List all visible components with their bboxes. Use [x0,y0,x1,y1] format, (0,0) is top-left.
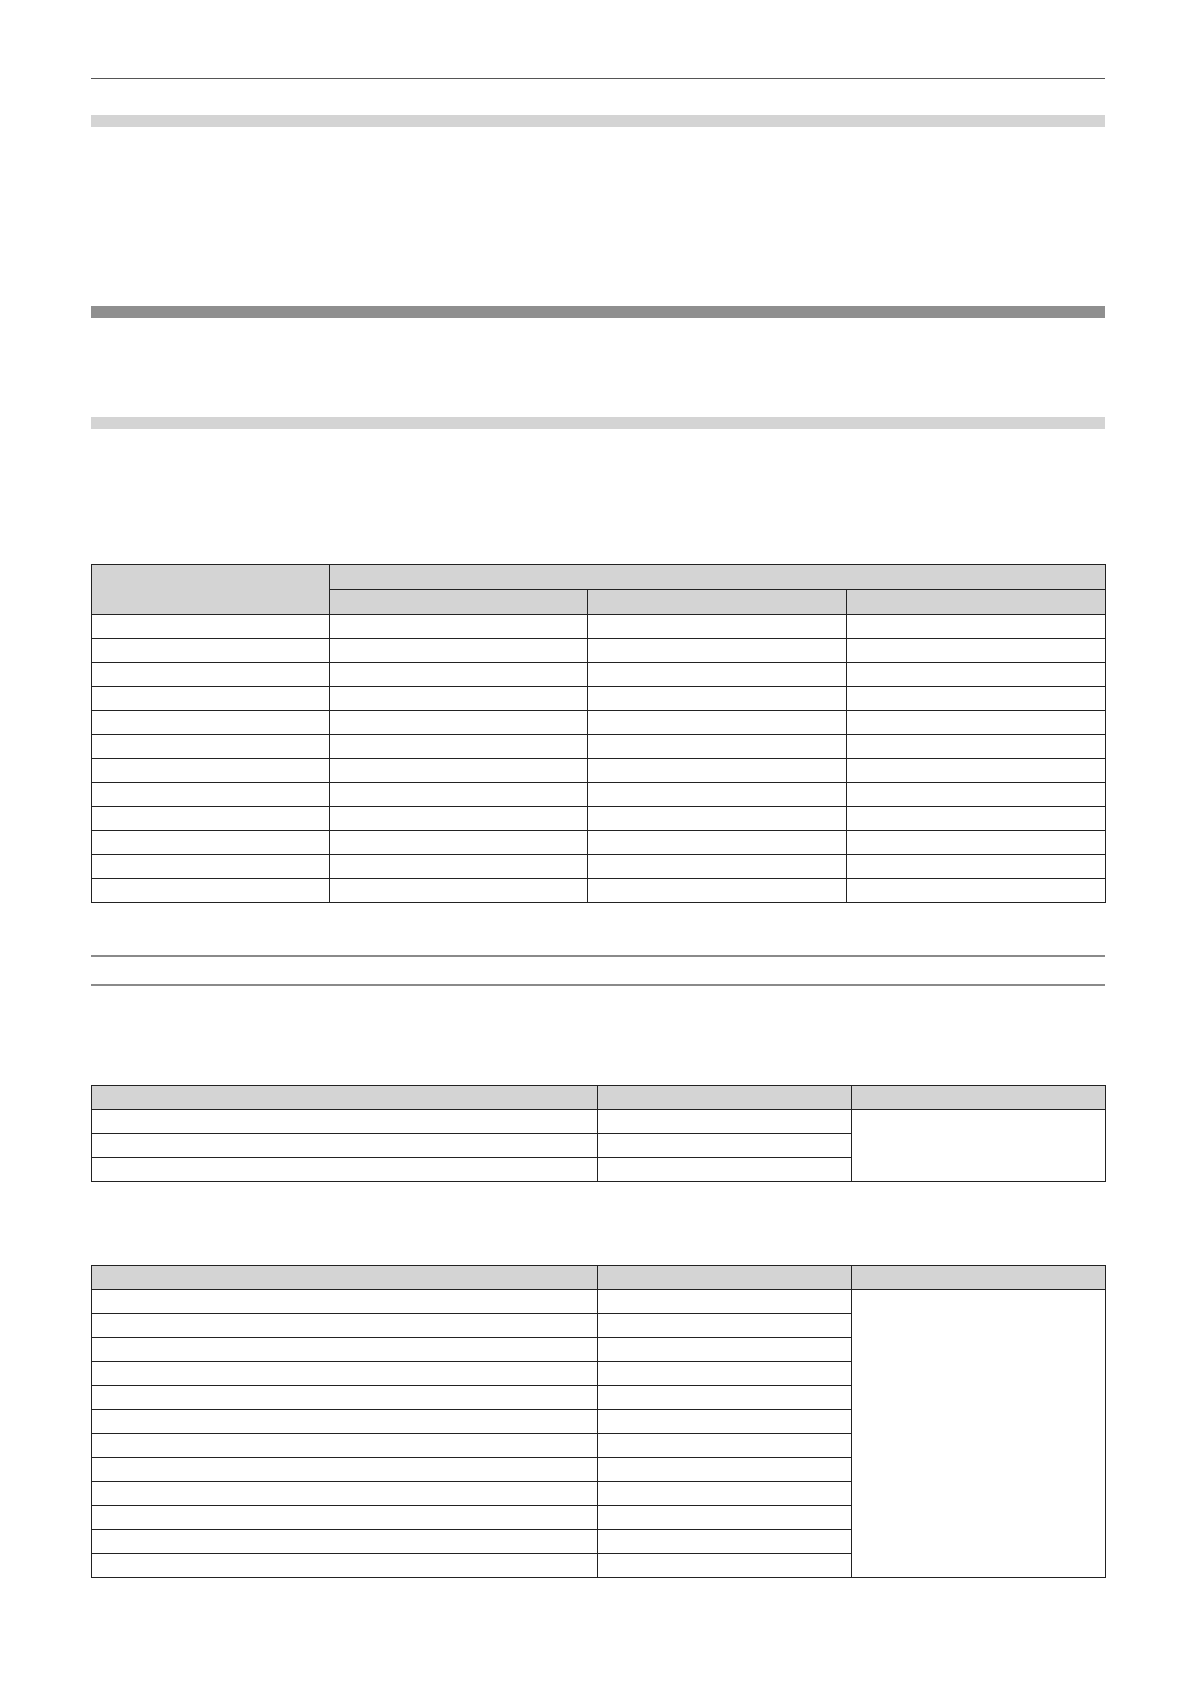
table-cell [330,711,588,735]
table-row [92,735,1106,759]
table-cell [92,1530,598,1554]
table1-row-header [92,565,330,615]
table-cell [588,783,847,807]
table-cell [92,831,330,855]
table-cell [598,1290,852,1314]
spec-table-2 [91,1085,1106,1182]
table-row [92,831,1106,855]
table-cell [847,663,1106,687]
table-cell [598,1110,852,1134]
table-cell [847,807,1106,831]
table-cell [92,783,330,807]
table-cell [588,879,847,903]
table-cell [92,1338,598,1362]
table2-header [92,1086,598,1110]
table-cell [330,687,588,711]
table-cell [330,855,588,879]
spec-table-3 [91,1265,1106,1578]
table-cell [92,1134,598,1158]
table-cell [92,663,330,687]
table-cell [588,735,847,759]
table-cell [92,735,330,759]
table-cell [92,1554,598,1578]
table1-subheader [588,590,847,615]
table-cell [588,807,847,831]
table-cell [588,615,847,639]
table-cell [598,1482,852,1506]
table-cell [92,711,330,735]
table-cell [92,1482,598,1506]
chapter-band [91,306,1105,318]
table-row [92,639,1106,663]
table-cell [92,615,330,639]
table-cell [598,1554,852,1578]
table1-subheader [330,590,588,615]
spec-table-1 [91,564,1106,903]
table-cell [588,759,847,783]
table1-group-header [330,565,1106,590]
table-cell [588,639,847,663]
section-rule-top [91,955,1105,957]
table-cell [847,759,1106,783]
table-cell [847,783,1106,807]
table-cell [847,687,1106,711]
table-cell [847,855,1106,879]
table-row [92,807,1106,831]
table3-header [92,1266,598,1290]
table-cell [92,855,330,879]
table-row [92,687,1106,711]
table-cell [598,1134,852,1158]
table-row [92,855,1106,879]
table-cell [847,735,1106,759]
table-cell [598,1314,852,1338]
table2-merged-cell [852,1110,1106,1182]
page-header-rule [91,78,1105,79]
table-cell [92,1506,598,1530]
table-cell [92,1110,598,1134]
table-cell [598,1338,852,1362]
table-cell [598,1458,852,1482]
table-cell [588,687,847,711]
table-cell [330,879,588,903]
table-cell [92,1410,598,1434]
table-cell [92,1314,598,1338]
table-cell [598,1530,852,1554]
table-cell [92,687,330,711]
table-cell [588,831,847,855]
table-cell [847,711,1106,735]
table-cell [330,831,588,855]
table-cell [92,1386,598,1410]
table-cell [598,1506,852,1530]
table-cell [598,1434,852,1458]
table-cell [598,1158,852,1182]
table-cell [92,1158,598,1182]
table-cell [92,1458,598,1482]
table-row [92,711,1106,735]
table-cell [330,783,588,807]
table-cell [92,1362,598,1386]
table-cell [847,831,1106,855]
table-cell [847,639,1106,663]
table-row [92,759,1106,783]
table-cell [847,879,1106,903]
table-cell [92,879,330,903]
table-cell [588,855,847,879]
section-band-2 [91,417,1105,429]
table2-header [852,1086,1106,1110]
table2-header [598,1086,852,1110]
table-cell [588,663,847,687]
table-cell [588,711,847,735]
table3-header [598,1266,852,1290]
table-row [92,783,1106,807]
table-cell [330,807,588,831]
table1-subheader [847,590,1106,615]
table-cell [330,735,588,759]
table-row [92,1110,1106,1134]
table-cell [598,1386,852,1410]
table3-header [852,1266,1106,1290]
table3-merged-cell [852,1290,1106,1578]
table-cell [92,639,330,663]
table-cell [847,615,1106,639]
table-cell [330,639,588,663]
table-cell [330,759,588,783]
table-row [92,1290,1106,1314]
table-cell [330,663,588,687]
section-rule-bottom [91,984,1105,986]
table-row [92,615,1106,639]
table-cell [92,1434,598,1458]
table-cell [92,807,330,831]
table-row [92,879,1106,903]
table-cell [598,1362,852,1386]
table-cell [92,759,330,783]
table-cell [330,615,588,639]
table-row [92,663,1106,687]
section-band-1 [91,115,1105,127]
table-cell [92,1290,598,1314]
table-cell [598,1410,852,1434]
